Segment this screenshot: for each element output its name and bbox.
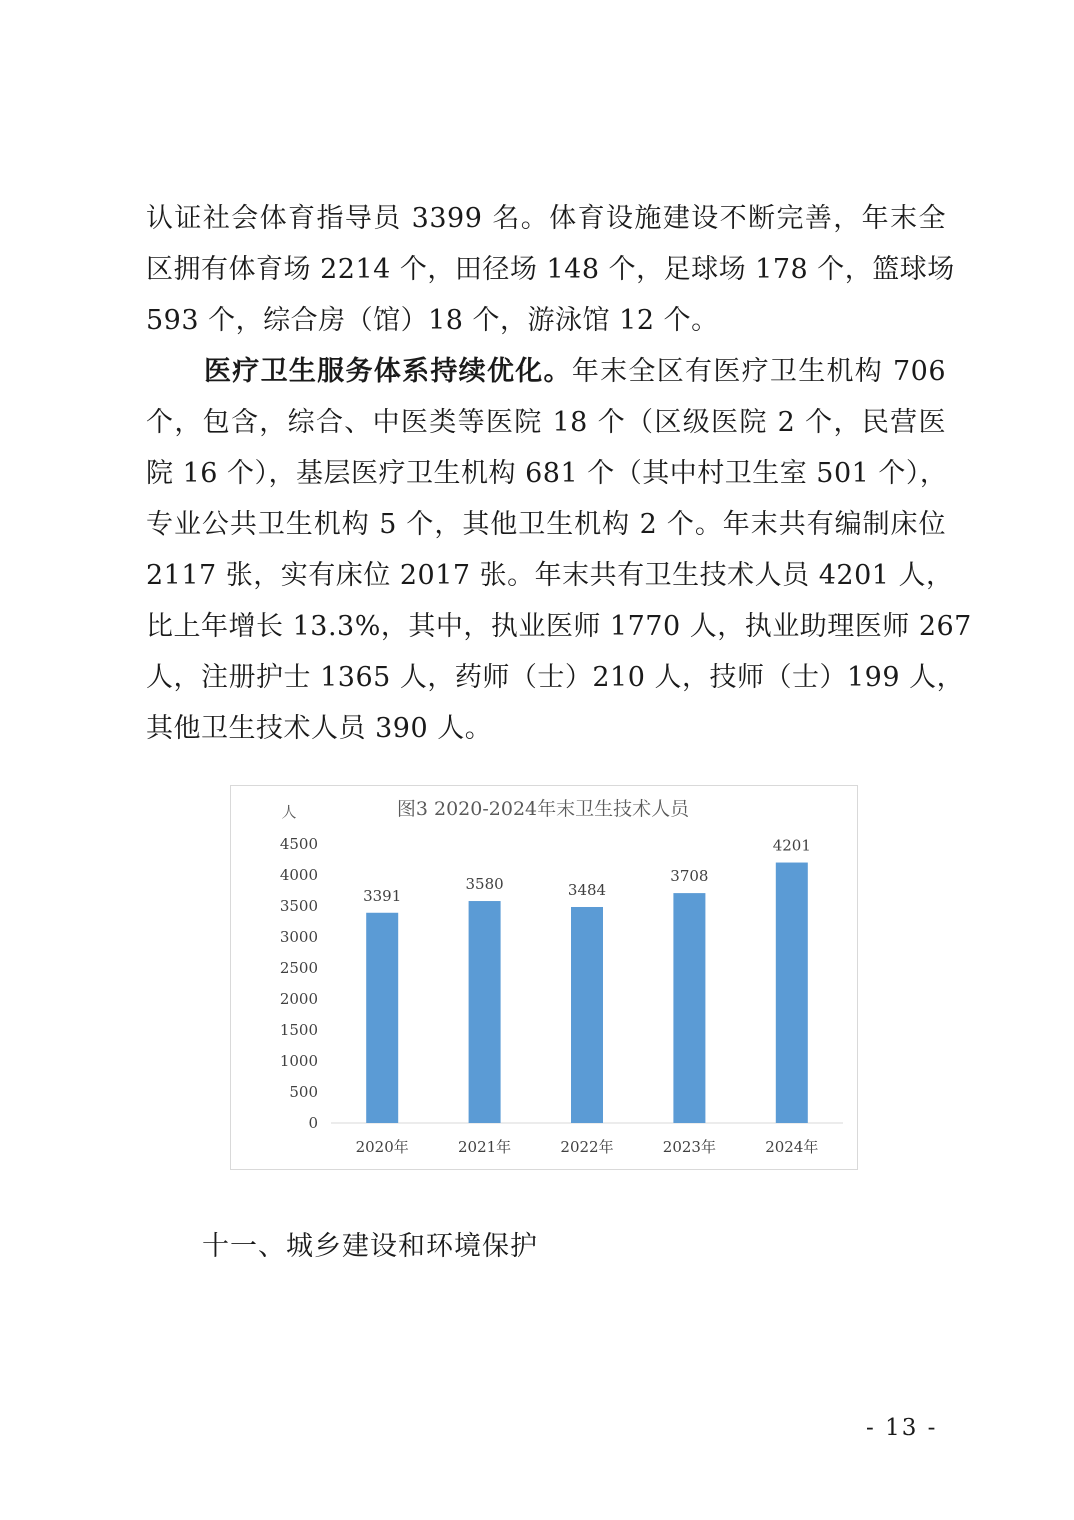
data-label: 3708 (670, 867, 709, 886)
y-tick-label: 2500 (279, 959, 318, 977)
x-tick-label: 2021年 (458, 1138, 512, 1156)
paragraph-line: 2117 张，实有床位 2017 张。年末共有卫生技术人员 4201 人， (146, 560, 954, 591)
paragraph-lead-bold: 医疗卫生服务体系持续优化。 (204, 356, 572, 387)
y-tick-label: 500 (289, 1083, 318, 1101)
y-axis-label: 人 (281, 803, 297, 821)
paragraph-line: 人，注册护士 1365 人，药师（士）210 人，技师（士）199 人， (146, 662, 965, 693)
section-heading: 十一、城乡建设和环境保护 (202, 1231, 538, 1262)
x-tick-label: 2023年 (662, 1138, 716, 1156)
paragraph-line: 区拥有体育场 2214 个，田径场 148 个，足球场 178 个，篮球场 (146, 254, 955, 285)
bar (776, 863, 808, 1123)
y-tick-label: 4500 (279, 835, 318, 853)
y-tick-label: 4000 (279, 866, 318, 884)
page-number: - 13 - (866, 1415, 938, 1441)
chart-canvas (231, 786, 857, 1169)
bar (366, 913, 398, 1123)
bar (469, 901, 501, 1123)
y-tick-label: 3000 (279, 928, 318, 946)
y-tick-label: 2000 (279, 990, 318, 1008)
x-tick-label: 2020年 (355, 1138, 409, 1156)
paragraph-line: 593 个，综合房（馆）18 个，游泳馆 12 个。 (146, 305, 719, 336)
paragraph-first-line (204, 355, 946, 389)
paragraph-line: 专业公共卫生机构 5 个，其他卫生机构 2 个。年末共有编制床位 (146, 509, 946, 540)
data-label: 3391 (363, 886, 402, 905)
bar-chart (230, 785, 858, 1170)
x-tick-label: 2024年 (765, 1138, 819, 1156)
paragraph-line: 比上年增长 13.3%，其中，执业医师 1770 人，执业助理医师 267 (146, 611, 972, 642)
y-tick-label: 1000 (279, 1052, 318, 1070)
data-label: 3484 (567, 880, 607, 899)
chart-title: 图3 2020-2024年末卫生技术人员 (396, 798, 690, 820)
paragraph-line: 认证社会体育指导员 3399 名。体育设施建设不断完善，年末全 (146, 203, 946, 234)
y-tick-label: 0 (308, 1114, 318, 1132)
bar (571, 907, 603, 1123)
paragraph-line: 其他卫生技术人员 390 人。 (146, 713, 493, 744)
y-tick-label: 3500 (279, 897, 318, 915)
paragraph-line: 院 16 个），基层医疗卫生机构 681 个（其中村卫生室 501 个）， (146, 458, 948, 489)
x-tick-label: 2022年 (560, 1138, 614, 1156)
paragraph-line: 个，包含，综合、中医类等医院 18 个（区级医院 2 个，民营医 (146, 407, 946, 438)
bar (673, 893, 705, 1123)
paragraph-text: 年末全区有医疗卫生机构 706 (571, 356, 947, 387)
y-tick-label: 1500 (279, 1021, 318, 1039)
data-label: 3580 (465, 875, 504, 894)
data-label: 4201 (772, 836, 811, 855)
